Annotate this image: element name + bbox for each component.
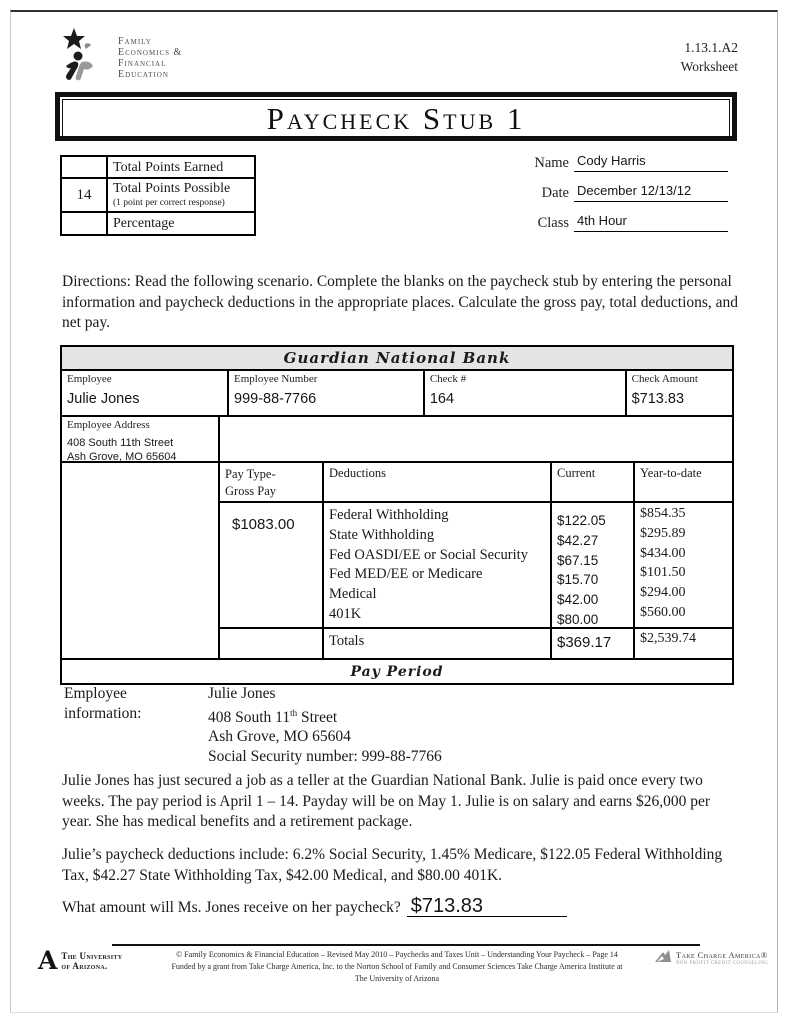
- deduction-ytd: $295.89: [640, 525, 686, 541]
- university-a-icon: A: [38, 946, 58, 975]
- employee-info-name: Julie Jones: [208, 685, 276, 702]
- points-earned-label: Total Points Earned: [113, 160, 224, 175]
- date-label: Date: [541, 185, 569, 201]
- deduction-current: $42.00: [557, 592, 599, 608]
- points-possible-note: (1 point per correct response): [113, 198, 225, 208]
- pay-period-label: Pay Period: [350, 663, 444, 680]
- percentage-label: Percentage: [113, 216, 175, 231]
- points-possible-label: Total Points Possible: [113, 181, 231, 196]
- points-row-possible: [62, 179, 254, 213]
- university-name-line2: of Arizona.: [61, 961, 108, 971]
- stub-left-empty-cell: [62, 463, 220, 658]
- employee-number-value: 999-88-7766: [234, 391, 317, 407]
- deduction-name: Medical: [329, 586, 377, 603]
- street-suffix: Street: [297, 708, 338, 726]
- university-of-arizona-logo: [38, 946, 123, 975]
- date-field: [574, 182, 728, 202]
- paycheck-stub-table: [60, 345, 734, 685]
- stub-info-row: [62, 371, 732, 417]
- gross-pay-value: $1083.00: [232, 516, 295, 533]
- page-title: Paycheck Stub 1: [266, 100, 526, 136]
- check-number-label: Check #: [429, 373, 467, 385]
- fefe-logo-line: Family: [118, 35, 152, 47]
- take-charge-america-logo: [653, 948, 768, 969]
- employee-info-street: [208, 704, 442, 728]
- doc-code-number: 1.13.1.A2: [684, 40, 738, 55]
- answer-value: $713.83: [410, 895, 484, 917]
- address-line-1: 408 South 11th Street: [67, 437, 174, 449]
- class-label: Class: [537, 215, 569, 231]
- deduction-name: Fed MED/EE or Medicare: [329, 566, 483, 583]
- deduction-current: $15.70: [557, 572, 599, 588]
- deduction-name: 401K: [329, 605, 362, 622]
- deduction-current: $80.00: [557, 611, 599, 627]
- employee-number-cell: [229, 371, 425, 415]
- points-score-cell-bottom: [62, 213, 108, 234]
- name-label: Name: [534, 155, 569, 171]
- employee-address-label: Employee Address: [67, 419, 150, 431]
- points-row-earned: [62, 157, 254, 179]
- points-table: [60, 155, 256, 236]
- deduction-current: $122.05: [557, 513, 606, 528]
- fefe-logo-line: Education: [118, 68, 169, 80]
- pay-period-row: [62, 658, 732, 683]
- address-line-2: Ash Grove, MO 65604: [67, 451, 177, 463]
- question-row: [62, 893, 567, 917]
- doc-code-type: Worksheet: [680, 59, 738, 74]
- employee-info-city: Ash Grove, MO 65604: [208, 728, 351, 746]
- name-row: [528, 152, 728, 172]
- university-name: [61, 951, 122, 971]
- university-name-line1: The University: [61, 951, 123, 961]
- deduction-ytd: $854.35: [640, 506, 686, 521]
- employee-information-block: [64, 684, 442, 766]
- deduction-ytd: $560.00: [640, 604, 686, 620]
- employee-label: Employee: [67, 373, 112, 385]
- deduction-current: $67.15: [557, 552, 599, 568]
- street-number: 408 South 11: [208, 708, 291, 726]
- copyright-line-1: © Family Economics & Financial Education – Revised May 2010 – Paychecks and Taxes Unit – Understanding Your Paycheck – Page 14: [176, 950, 618, 959]
- student-info-block: [528, 152, 728, 242]
- pay-type-header: [220, 463, 324, 501]
- fefe-logo-icon: [52, 26, 110, 89]
- points-score-value: 14: [62, 179, 108, 211]
- take-charge-america-icon: [653, 948, 673, 969]
- gross-pay-cell: [220, 503, 324, 627]
- fefe-logo-text: [118, 36, 182, 80]
- year-to-date-header: Year-to-date: [640, 466, 702, 480]
- employee-value: Julie Jones: [67, 391, 140, 407]
- scenario-paragraph-1: Julie Jones has just secured a job as a teller at the Guardian National Bank. Julie is paid once every two weeks. The pay period is April 1 – 14. Payday will be on May 1. Julie is on salary and earns $26,000 per year. She has medical benefits and a retirement package.: [62, 772, 711, 830]
- document-code: [681, 38, 738, 76]
- employee-address-value: [67, 436, 213, 464]
- check-number-value: 164: [429, 391, 455, 407]
- totals-empty-cell: [220, 629, 324, 658]
- stub-column-headers-row: [220, 463, 732, 503]
- totals-ytd-value: $2,539.74: [640, 631, 696, 646]
- employee-cell: [62, 371, 229, 415]
- points-score-cell-top: [62, 157, 108, 177]
- class-value: 4th Hour: [577, 213, 627, 228]
- bank-name: Guardian National Bank: [283, 349, 511, 367]
- deduction-current-cell: [552, 503, 635, 627]
- deduction-ytd: $434.00: [640, 545, 686, 561]
- scenario-paragraph-2: Julie’s paycheck deductions include: 6.2% Social Security, 1.45% Medicare, $122.05 Federal Withholding Tax, $42.27 State Withholding Tax, $42.00 Medical, and $80.00 401K.: [62, 846, 723, 884]
- footer-divider: [112, 944, 700, 946]
- date-value: December 12/13/12: [577, 183, 692, 198]
- pay-type-label-line1: Pay Type-: [225, 467, 276, 481]
- deduction-name: Fed OASDI/EE or Social Security: [329, 546, 528, 563]
- bank-header-row: [62, 347, 732, 371]
- check-amount-cell: [627, 371, 732, 415]
- totals-current-value: $369.17: [552, 629, 635, 658]
- footer-copyright: [168, 949, 626, 985]
- question-text: What amount will Ms. Jones receive on her paycheck?: [62, 899, 401, 916]
- title-banner: [55, 92, 737, 141]
- answer-field: [407, 893, 567, 917]
- employee-info-ssn: Social Security number: 999-88-7766: [208, 747, 442, 765]
- class-field: [574, 212, 728, 232]
- check-number-cell: [425, 371, 627, 415]
- date-row: [528, 182, 728, 202]
- directions-text: Directions: Read the following scenario. Complete the blanks on the paycheck stub by entering the personal information and paycheck deductions in the appropriate places. Calculate the gross pay, total deductions, and net pay.: [62, 273, 739, 331]
- employee-address-cell: [62, 417, 220, 461]
- deduction-names-cell: [324, 503, 552, 627]
- points-row-percentage: [62, 213, 254, 234]
- fefe-logo-line: Economics &: [118, 46, 183, 58]
- title-banner-inner: [62, 99, 730, 138]
- stub-deductions-row: [220, 503, 732, 629]
- pay-type-label-line2: Gross Pay: [225, 484, 277, 498]
- class-row: [528, 212, 728, 232]
- check-amount-label: Check Amount: [631, 373, 698, 385]
- deduction-name: Federal Withholding: [329, 507, 449, 523]
- deductions-header: Deductions: [324, 463, 552, 501]
- copyright-line-2: Funded by a grant from Take Charge America, Inc. to the Norton School of Family and Consumer Sciences Take Charge America Institute at The University of Arizona: [171, 962, 623, 983]
- fefe-logo: [52, 26, 182, 89]
- stub-middle-section: [62, 463, 732, 658]
- check-amount-value: $713.83: [631, 391, 685, 407]
- stub-address-row: [62, 417, 732, 463]
- employee-number-label: Employee Number: [234, 373, 318, 385]
- deduction-name: State Withholding: [329, 526, 435, 543]
- address-row-empty-cell: [220, 417, 732, 461]
- take-charge-america-tagline: NON PROFIT CREDIT COUNSELING: [676, 960, 769, 966]
- fefe-logo-line: Financial: [118, 57, 167, 69]
- stub-totals-row: [220, 629, 732, 658]
- current-header: Current: [552, 463, 635, 501]
- deduction-ytd: $101.50: [640, 565, 686, 581]
- name-field: [574, 152, 728, 172]
- name-value: Cody Harris: [577, 153, 646, 168]
- deduction-ytd: $294.00: [640, 585, 686, 601]
- street-ordinal-sup: th: [290, 707, 298, 718]
- deduction-ytd-cell: [635, 503, 732, 627]
- employee-information-label: Employee information:: [64, 685, 142, 722]
- take-charge-america-text: [676, 951, 768, 967]
- take-charge-america-name: Take Charge America®: [676, 949, 768, 960]
- employee-information-lines: [208, 684, 442, 766]
- totals-label: Totals: [324, 629, 552, 658]
- deduction-current: $42.27: [557, 532, 599, 548]
